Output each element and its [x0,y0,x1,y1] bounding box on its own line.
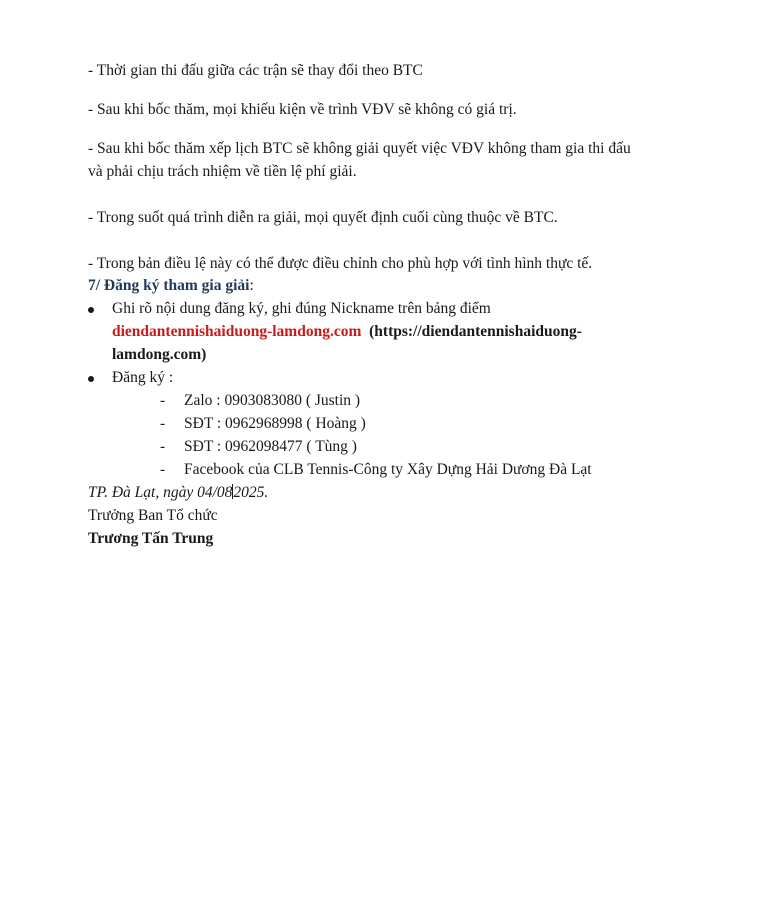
forum-link[interactable]: diendantennishaiduong-lamdong.com [112,323,362,340]
signer-name: Trương Tấn Trung [88,530,214,547]
contact-phone-hoang: SĐT : 0962968998 ( Hoàng ) [184,415,366,432]
rule-no-show-line1: - Sau khi bốc thăm xếp lịch BTC sẽ không giải quyết việc VĐV không tham gia thi đấu [88,140,631,157]
bullet-icon [88,376,94,382]
rule-draw-complaints: - Sau khi bốc thăm, mọi khiếu kiện về trình VĐV sẽ không có giá trị. [88,101,517,118]
place-date-part1: TP. Đà Lạt, ngày 04/08 [88,484,233,501]
dash-marker: - [160,415,166,432]
rule-final-decision: - Trong suốt quá trình diễn ra giải, mọi quyết định cuối cùng thuộc về BTC. [88,209,558,226]
bullet-icon [88,307,94,313]
place-date-part2: 2025. [233,484,269,501]
signer-title: Trưởng Ban Tổ chức [88,507,218,524]
dash-marker: - [160,461,166,478]
contact-phone-tung: SĐT : 0962098477 ( Tùng ) [184,438,357,455]
section-heading [88,276,254,296]
dash-marker: - [160,438,166,455]
section-heading-text: 7/ Đăng ký tham gia giải [88,277,250,294]
rule-schedule-change: - Thời gian thi đấu giữa các trận sẽ thay đổi theo BTC [88,62,423,79]
rule-adjustment: - Trong bản điều lệ này có thể được điều chỉnh cho phù hợp với tình hình thực tế. [88,255,593,272]
contact-zalo: Zalo : 0903083080 ( Justin ) [184,392,361,409]
contact-facebook: Facebook của CLB Tennis-Công ty Xây Dựng Hải Dương Đà Lạt [184,461,592,478]
bullet-registration-link-line [112,322,582,342]
place-date [88,483,268,503]
forum-url-part1: (https://diendantennishaiduong- [369,323,582,340]
dash-marker: - [160,392,166,409]
bullet-register-label: Đăng ký : [112,369,174,386]
section-heading-colon: : [249,277,254,294]
rule-no-show-line2: và phải chịu trách nhiệm về tiền lệ phí giải. [88,163,357,180]
bullet-registration-note: Ghi rõ nội dung đăng ký, ghi đúng Nickname trên bảng điểm [112,300,491,317]
forum-url-part2: lamdong.com) [112,346,207,363]
